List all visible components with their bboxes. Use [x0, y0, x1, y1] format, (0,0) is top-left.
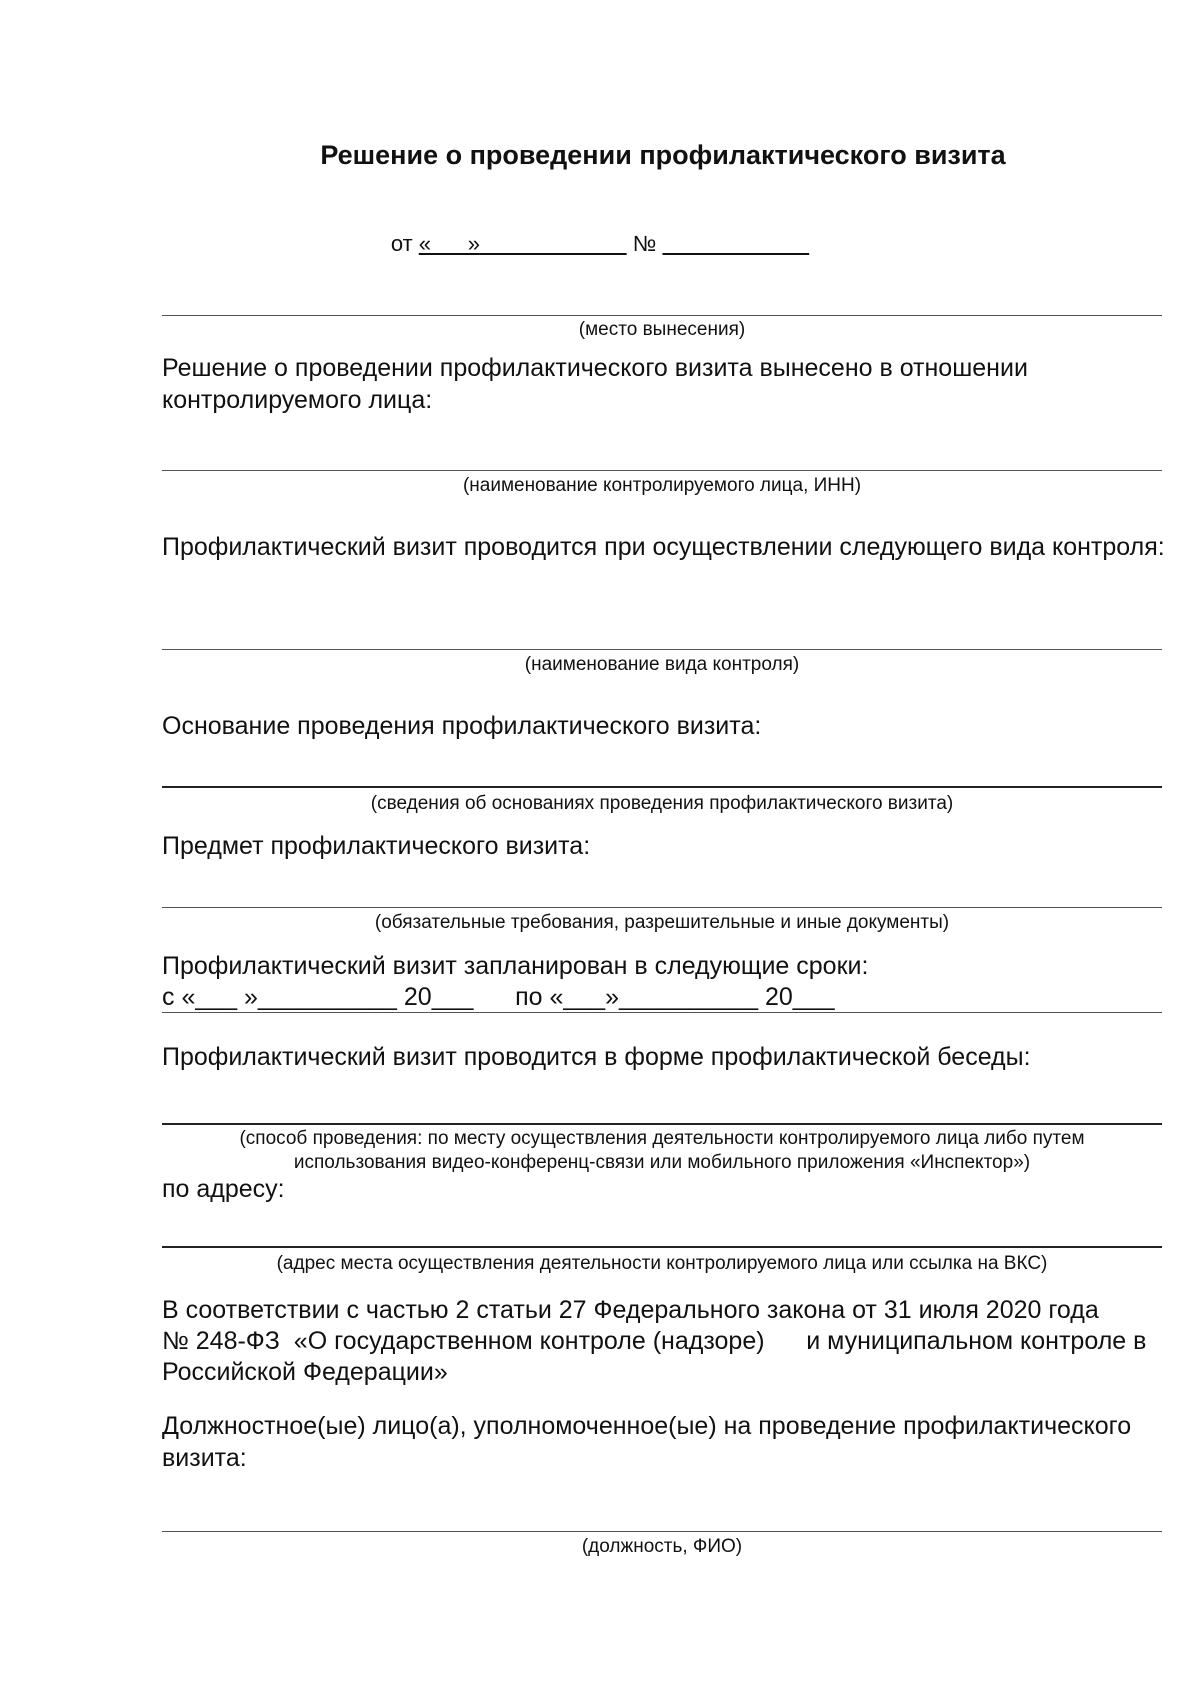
officials-caption: (должность, ФИО) — [581, 1536, 743, 1557]
control-type-intro: Профилактический визит проводится при осуществлении следующего вида контроля: — [162, 533, 1165, 561]
legal-basis-line3: Российской Федерации» — [162, 1358, 448, 1386]
grounds-line — [162, 786, 1162, 788]
address-line — [162, 1246, 1162, 1248]
address-label: по адресу: — [162, 1175, 285, 1203]
subject-line — [162, 470, 1162, 471]
legal-basis-line1: В соответствии с частью 2 статьи 27 Федерального закона от 31 июля 2020 года — [162, 1296, 1099, 1324]
control-type-line — [162, 649, 1162, 650]
topic-caption: (обязательные требования, разрешительные и иные документы) — [374, 912, 950, 933]
grounds-intro: Основание проведения профилактического визита: — [162, 712, 762, 740]
officials-line — [162, 1531, 1162, 1532]
legal-basis-line2: № 248-ФЗ «О государственном контроле (надзоре) и муниципальном контроле в — [162, 1327, 1147, 1355]
place-line — [162, 315, 1162, 316]
control-type-caption: (наименование вида контроля) — [524, 654, 800, 675]
topic-line — [162, 907, 1162, 908]
grounds-caption: (сведения об основаниях проведения профилактического визита) — [370, 793, 954, 814]
date-month-blank — [480, 231, 627, 256]
method-caption-line1: (способ проведения: по месту осуществления деятельности контролируемого лица либо путем — [239, 1128, 1085, 1149]
officials-intro: Должностное(ые) лицо(а), уполномоченное(ые) на проведение профилактического визита: — [162, 1412, 1132, 1472]
method-line — [162, 1123, 1162, 1125]
number-blank — [662, 231, 809, 256]
document-title: Решение о проведении профилактического визита — [320, 140, 1006, 170]
number-label: № — [626, 231, 663, 256]
address-caption: (адрес места осуществления деятельности контролируемого лица или ссылка на ВКС) — [276, 1253, 1048, 1274]
subject-caption: (наименование контролируемого лица, ИНН) — [462, 475, 862, 496]
subject-intro: Решение о проведении профилактического визита вынесено в отношении контролируемого лица: — [162, 354, 1028, 414]
topic-intro: Предмет профилактического визита: — [162, 832, 591, 860]
form-intro: Профилактический визит проводится в форме профилактической беседы: — [162, 1043, 1031, 1071]
schedule-line — [162, 1012, 1162, 1013]
place-caption: (место вынесения) — [578, 319, 746, 340]
date-day-blank: « » — [418, 231, 480, 256]
schedule-intro: Профилактический визит запланирован в следующие сроки: — [162, 952, 869, 980]
date-number-line — [0, 230, 1200, 258]
date-prefix: от — [390, 231, 419, 256]
schedule-dates: с «___ »__________ 20___ по «___»__________ 20___ — [162, 983, 835, 1011]
method-caption-line2: использования видео-конференц-связи или мобильного приложения «Инспектор») — [293, 1152, 1031, 1173]
